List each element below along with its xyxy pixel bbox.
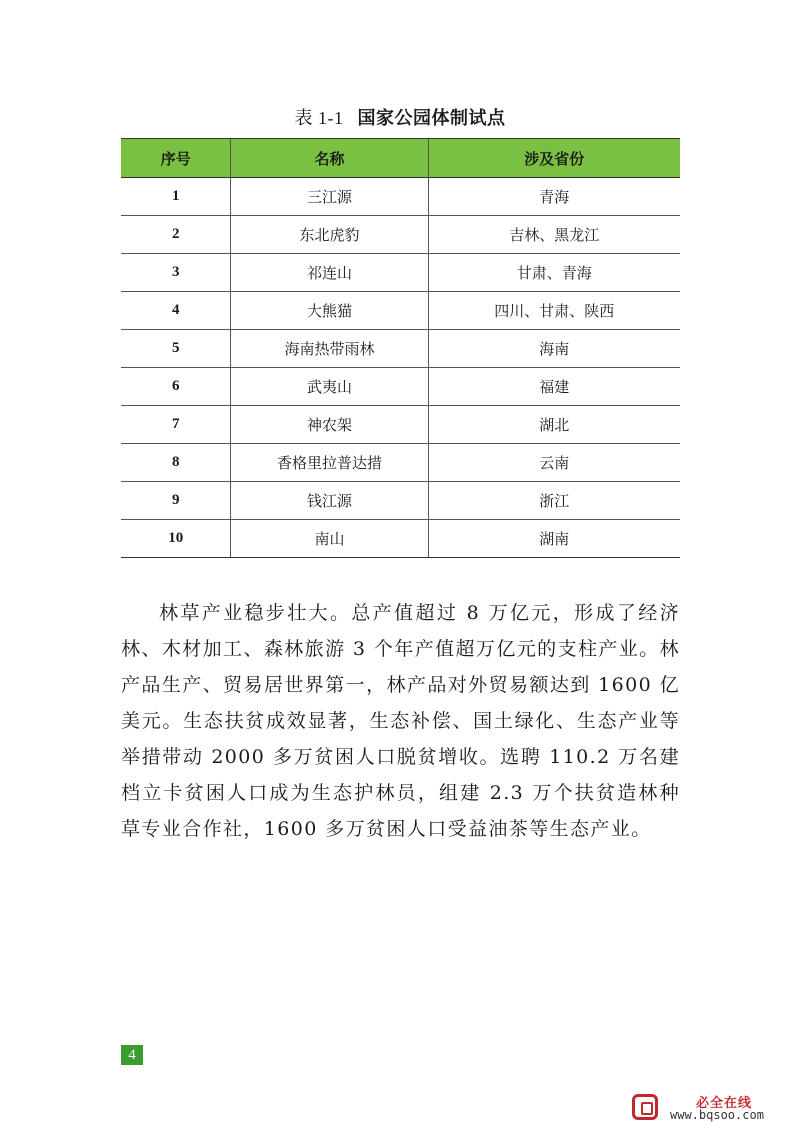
cell-provinces: 湖南	[428, 520, 680, 558]
cell-name: 三江源	[231, 178, 428, 216]
watermark-url: www.bqsoo.com	[670, 1108, 764, 1122]
watermark-logo-icon	[632, 1094, 658, 1120]
cell-provinces: 甘肃、青海	[428, 254, 680, 292]
cell-index: 9	[121, 482, 231, 520]
cell-name: 海南热带雨林	[231, 330, 428, 368]
table-row	[121, 216, 680, 254]
table-title: 国家公园体制试点	[357, 108, 506, 129]
table-row	[121, 178, 680, 216]
cell-provinces: 浙江	[428, 482, 680, 520]
table-row	[121, 520, 680, 558]
header-name: 名称	[231, 139, 428, 178]
table-row	[121, 368, 680, 406]
table-row	[121, 444, 680, 482]
page-number: 4	[121, 1045, 143, 1065]
cell-index: 6	[121, 368, 231, 406]
cell-name: 香格里拉普达措	[231, 444, 428, 482]
table-row	[121, 254, 680, 292]
cell-provinces: 湖北	[428, 406, 680, 444]
cell-index: 2	[121, 216, 231, 254]
cell-name: 钱江源	[231, 482, 428, 520]
cell-index: 5	[121, 330, 231, 368]
cell-provinces: 福建	[428, 368, 680, 406]
cell-index: 8	[121, 444, 231, 482]
cell-provinces: 青海	[428, 178, 680, 216]
body-paragraph: 林草产业稳步壮大。总产值超过 8 万亿元，形成了经济林、木材加工、森林旅游 3 个年产值超万亿元的支柱产业。林产品生产、贸易居世界第一，林产品对外贸易额达到 1600 亿美元。生态扶贫成效显著，生态补偿、国土绿化、生态产业等举措带动 2000 多万贫困人口脱贫增收。选聘 110.2 万名建档立卡贫困人口成为生态护林员，组建 2.3 万个扶贫造林种草专业合作社，1600 多万贫困人口受益油茶等生态产业。	[121, 602, 680, 840]
cell-name: 东北虎豹	[231, 216, 428, 254]
table-row	[121, 482, 680, 520]
cell-provinces: 四川、甘肃、陕西	[428, 292, 680, 330]
cell-index: 3	[121, 254, 231, 292]
table-row	[121, 292, 680, 330]
cell-index: 10	[121, 520, 231, 558]
table-header-row	[121, 139, 680, 178]
header-index: 序号	[121, 139, 231, 178]
cell-name: 南山	[231, 520, 428, 558]
cell-name: 神农架	[231, 406, 428, 444]
table-caption	[0, 104, 800, 130]
cell-index: 4	[121, 292, 231, 330]
national-parks-table	[121, 138, 680, 558]
watermark	[632, 1092, 782, 1124]
cell-name: 祁连山	[231, 254, 428, 292]
watermark-name: 必全在线	[696, 1096, 753, 1111]
cell-name: 武夷山	[231, 368, 428, 406]
table-row	[121, 330, 680, 368]
cell-provinces: 吉林、黑龙江	[428, 216, 680, 254]
table-row	[121, 406, 680, 444]
cell-index: 1	[121, 178, 231, 216]
cell-provinces: 海南	[428, 330, 680, 368]
header-provinces: 涉及省份	[428, 139, 680, 178]
cell-index: 7	[121, 406, 231, 444]
cell-provinces: 云南	[428, 444, 680, 482]
table-number: 表 1-1	[294, 108, 344, 128]
cell-name: 大熊猫	[231, 292, 428, 330]
